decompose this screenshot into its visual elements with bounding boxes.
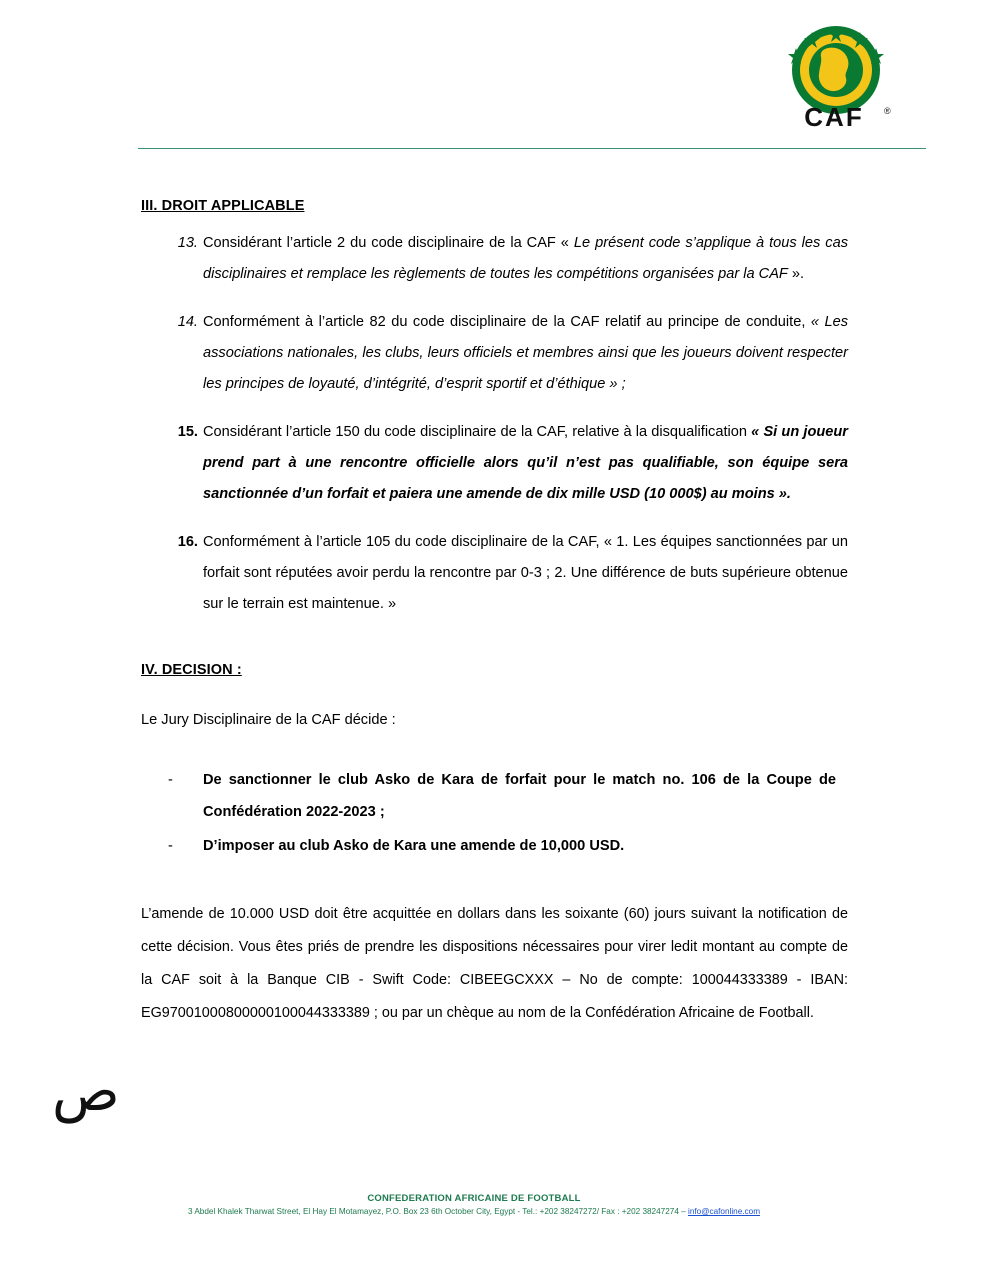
clause-item [0,307,948,400]
clause-number: 13. [177,235,198,251]
document-header [0,0,948,150]
clause-text-part: « Les associations nationales, les clubs, leurs officiels et membres ainsi que les joueurs doivent respecter les principes de loyauté, d’intégrité, d’esprit sportif et d’éthique » ; [203,314,849,392]
caf-logo-icon [776,22,896,134]
clause-text-part: Conformément à l’article 105 du code disciplinaire de la CAF, « 1. Les équipes sanctionnées par un forfait sont réputées avoir perdu la rencontre par 0-3 ; 2. Une différence de buts supérieure obtenue sur le terrain est maintenue. » [203,534,848,612]
decision-bullet-text: D’imposer au club Asko de Kara une amende de 10,000 USD. [203,838,625,854]
page-margin-bottom [0,1252,992,1279]
list-item [0,764,948,828]
decision-bullet-text: De sanctionner le club Asko de Kara de forfait pour le match no. 106 de la Coupe de Confédération 2022-2023 ; [203,772,836,820]
decision-bullet-list [0,764,948,862]
clause-number: 14. [177,314,198,330]
page-margin-right [948,0,992,1279]
svg-text:®: ® [884,106,891,116]
payment-instructions-text: L’amende de 10.000 USD doit être acquittée en dollars dans les soixante (60) jours suivant la notification de cette décision. Vous êtes priés de prendre les dispositions nécessaires pour virer ledit montant au compte de la CAF soit à la Banque CIB - Swift Code: CIBEEGCXXX – No de compte: 100044333389 - IBAN: EG97001000800000100044333389 ; ou par un chèque au nom de la Confédération Africaine de Football. [141,906,848,1021]
section-heading-droit-applicable: III. DROIT APPLICABLE [141,198,305,214]
section-heading-decision: IV. DECISION : [141,662,242,678]
clause-text-part: Considérant l’article 150 du code disciplinaire de la CAF, relative à la disqualification [203,424,752,440]
footer-address [0,1207,948,1216]
footer-organisation-name: CONFEDERATION AFRICAINE DE FOOTBALL [367,1193,581,1204]
clause-item [0,417,948,510]
clause-item [0,228,948,290]
list-item [0,830,948,862]
signature-mark: ص [52,1059,120,1124]
clause-text-part: Conformément à l’article 82 du code disciplinaire de la CAF relatif au principe de conduite, [203,314,811,330]
footer-address-text: 3 Abdel Khalek Tharwat Street, El Hay El Motamayez, P.O. Box 23 6th October City, Egypt - Tel.: +202 38247272/ Fax : +202 38247274 – [187,1207,688,1216]
clause-number: 16. [177,534,198,550]
clause-text-part: ». [787,266,805,282]
clause-number: 15. [177,424,198,440]
clause-text-part: Considérant l’article 2 du code disciplinaire de la CAF « [203,235,574,251]
header-divider [138,148,926,149]
clause-item [0,527,948,620]
clause-text-part: Le présent code s’applique à tous les cas disciplinaires et remplace les règlements de toutes les compétitions organisées par la CAF [203,235,848,282]
bullet-marker: - [168,838,173,854]
bullet-marker: - [168,772,173,788]
svg-text:CAF: CAF [804,102,864,132]
clause-text-part: « Si un joueur prend part à une rencontre officielle alors qu’il n’est pas qualifiable, son équipe sera sanctionnée d’un forfait et paiera une amende de dix mille USD (10 000$) au moins ». [203,424,848,502]
decision-intro-text: Le Jury Disciplinaire de la CAF décide : [141,712,396,728]
document-body [0,150,948,1124]
document-footer [0,1193,948,1216]
footer-email-link[interactable]: info@cafonline.com [688,1207,761,1216]
numbered-clause-list [0,228,948,620]
